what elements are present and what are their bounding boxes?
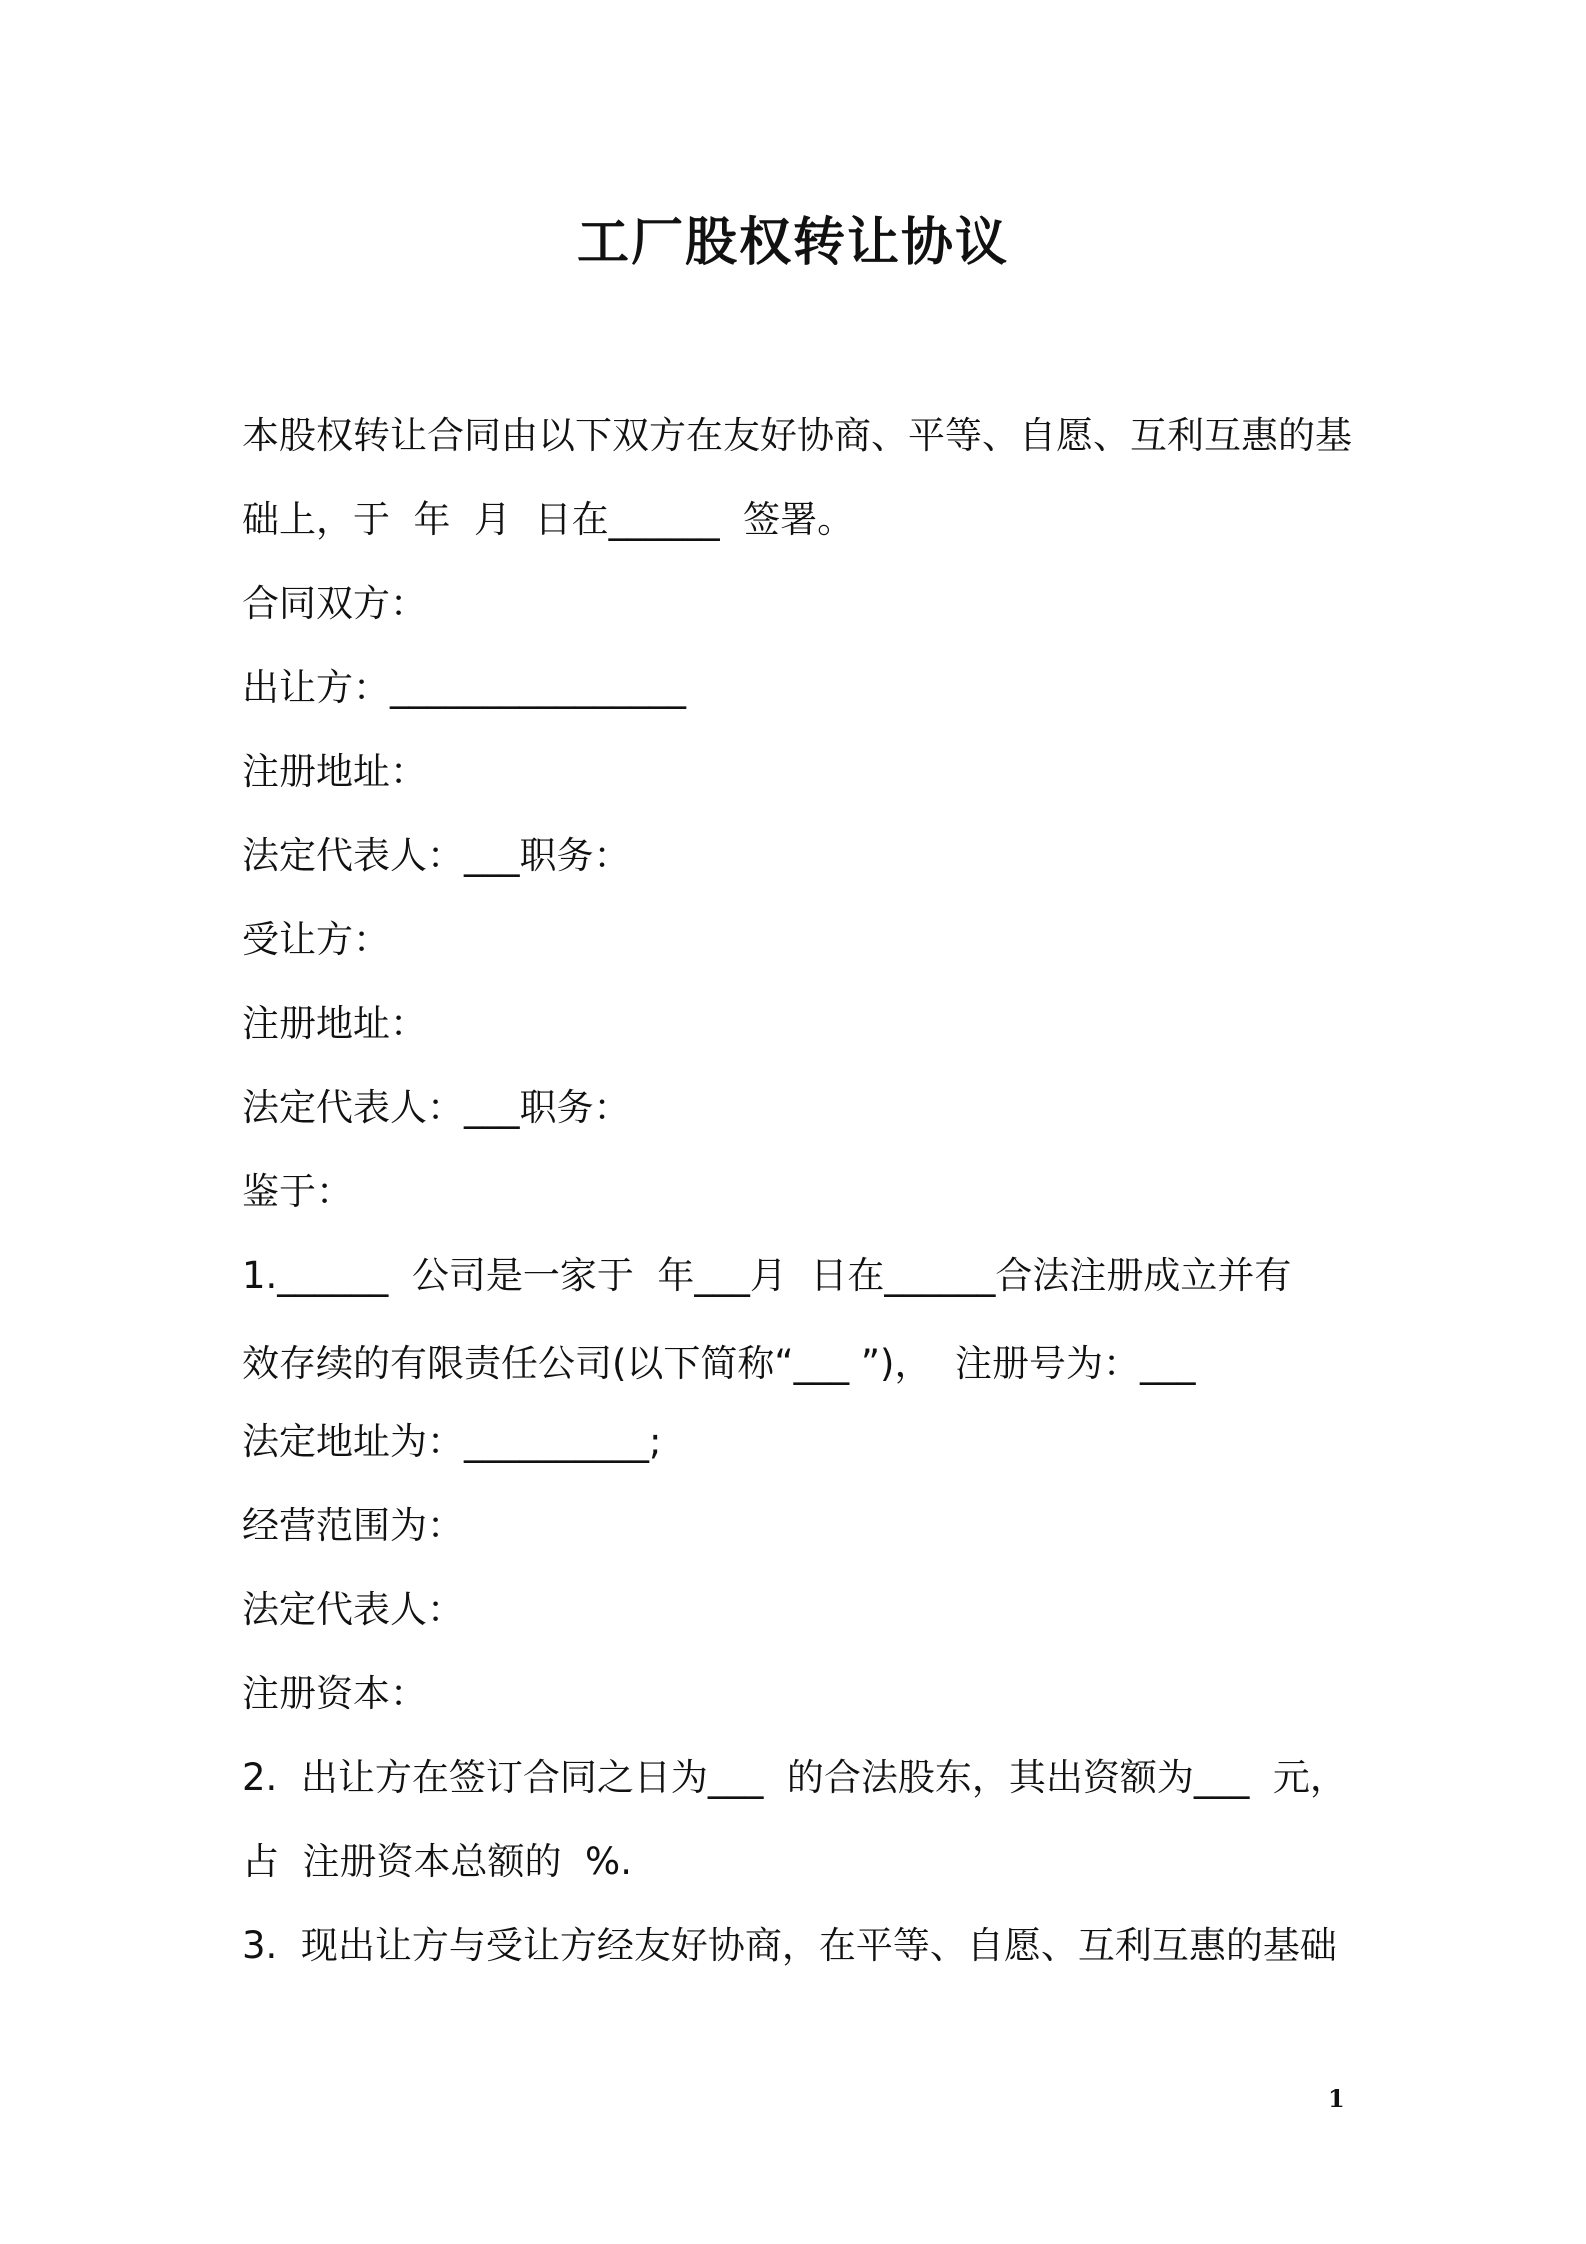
page-number: 1 bbox=[1328, 2084, 1345, 2113]
legal-representative-line: 法定代表人： bbox=[242, 1588, 464, 1631]
transferor-representative-line: 法定代表人：___职务： bbox=[242, 834, 631, 877]
legal-address-line: 法定地址为：__________; bbox=[242, 1420, 662, 1463]
transferee-representative-line: 法定代表人：___职务： bbox=[242, 1086, 631, 1129]
transferee-line: 受让方： bbox=[242, 918, 390, 961]
transferor-line: 出让方：________________ bbox=[242, 666, 686, 709]
document-title: 工厂股权转让协议 bbox=[576, 213, 1009, 273]
clause-2-line-2: 占 注册资本总额的 %. bbox=[242, 1840, 632, 1883]
transferor-address-line: 注册地址： bbox=[242, 750, 427, 793]
intro-line-1: 本股权转让合同由以下双方在友好协商、平等、自愿、互利互惠的基 bbox=[242, 414, 1352, 457]
clause-2-line-1: 2. 出让方在签订合同之日为___ 的合法股东，其出资额为___ 元， bbox=[242, 1756, 1347, 1799]
clause-1-line-2: 效存续的有限责任公司(以下简称“___ ”)， 注册号为：___ bbox=[242, 1342, 1196, 1385]
business-scope-line: 经营范围为： bbox=[242, 1504, 464, 1547]
registered-capital-line: 注册资本： bbox=[242, 1672, 427, 1715]
parties-heading: 合同双方： bbox=[242, 582, 427, 625]
transferee-address-line: 注册地址： bbox=[242, 1002, 427, 1045]
clause-1-line-1: 1.______ 公司是一家于 年___月 日在______合法注册成立并有 bbox=[242, 1254, 1292, 1297]
intro-line-2: 础上，于 年 月 日在______ 签署。 bbox=[242, 498, 855, 541]
whereas-heading: 鉴于： bbox=[242, 1170, 353, 1213]
clause-3-line-1: 3. 现出让方与受让方经友好协商，在平等、自愿、互利互惠的基础 bbox=[242, 1924, 1337, 1967]
